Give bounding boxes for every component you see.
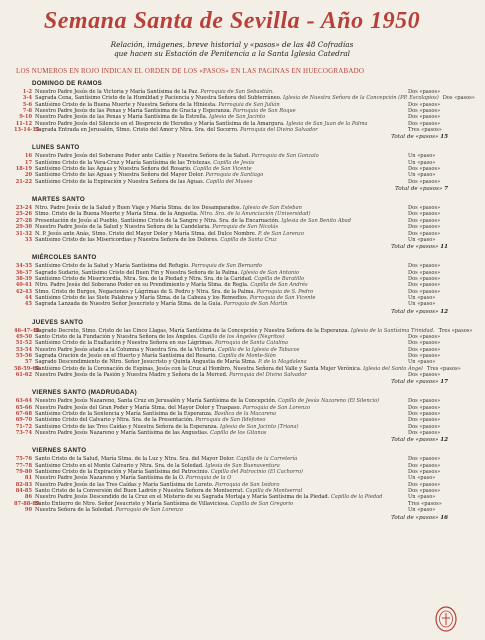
paso-count: Dos «pasos» [408, 275, 441, 282]
paso-count: Dos «pasos» [408, 178, 441, 185]
church-name: Capilla de la Piedad [330, 494, 383, 501]
paso-count: Dos «pasos» [408, 352, 441, 359]
church-name: Capilla del Museo [205, 178, 253, 185]
paso-count: Dos «pasos» [408, 430, 441, 437]
day-total-number: 12 [440, 308, 448, 315]
brotherhood-titles: Santísimo Cristo de las Tres Caídas y Nuestra Señora de la Esperanza. [35, 423, 219, 430]
church-name: Parroquia del Divino Salvador [240, 127, 318, 134]
brotherhood-titles: Santísimo Cristo de Misericordia, Ntra. Sra. de la Piedad y Ntra. Sra. de la Caridad. [35, 275, 253, 282]
paso-number: 38-39 [15, 275, 32, 282]
paso-count: Dos «pasos» [408, 372, 441, 378]
day-section [14, 447, 450, 521]
paso-count: Dos «pasos» [408, 205, 441, 212]
church-name: Capilla de los Gitanos [210, 430, 267, 437]
paso-number: 57 [24, 359, 32, 366]
brotherhood-titles: Nuestro Padre Jesús de las Penas y María Santísima de la Estrella. [35, 114, 208, 121]
brotherhood-titles: Ntro. Padre Jesús de la Salud y Buen Viaje y María Stma. de los Desamparados. [35, 205, 242, 212]
paso-count: Un «paso» [408, 494, 436, 501]
paso-number: 21-22 [15, 178, 32, 185]
brotherhood-titles: Nuestra Señora de la Soledad. [35, 507, 115, 514]
paso-number: 49-50 [15, 333, 32, 340]
church-name: Capilla de Monte-Sión [218, 352, 276, 359]
day-section [14, 144, 450, 193]
brotherhood-titles: Santísimo Cristo de la Buena Muerte y Nuestra Señora de la Hiniesta. [35, 101, 217, 108]
paso-count: Dos «pasos» [408, 288, 441, 295]
subtitle-line-2: que hacen su Estación de Penitencia a la Santa Iglesia Catedral [113, 49, 351, 58]
brotherhood-description [35, 237, 404, 243]
church-name: Capilla de la Carretería [236, 456, 298, 463]
paso-count: Dos «pasos» [408, 404, 441, 411]
paso-count: Dos «pasos» [408, 217, 441, 224]
church-name: Parroquia de San Isidoro [215, 481, 280, 488]
paso-number: 71-72 [15, 423, 32, 430]
church-name: Parroquia de San Martín [223, 301, 288, 308]
brotherhood-titles: Ntro. Padre Jesús del Soberano Poder en su Prendimiento y María Stma. de Regla. [35, 282, 249, 289]
day-heading: JUEVES SANTO [32, 318, 84, 326]
brotherhood-row [14, 127, 450, 133]
day-total [14, 186, 450, 193]
brotherhood-row [14, 179, 450, 185]
brotherhood-titles: Santo Cristo de la Salud, María Stma. de la Luz y Ntra. Sra. del Mayor Dolor. [35, 456, 235, 463]
paso-number: 5-6 [22, 101, 32, 108]
church-name: Parroquia de San Sebastián. [200, 89, 274, 95]
paso-number: 75-76 [15, 456, 32, 463]
paso-count: Tres «pasos» [408, 127, 442, 134]
church-name: Parroquia de San Ildefonso [195, 417, 266, 424]
paso-count: Tres «pasos» [408, 500, 442, 507]
church-name: Capilla del Patrocinio (El Cachorro) [210, 469, 303, 476]
paso-count: Dos «pasos» [408, 488, 441, 495]
paso-number: 63-64 [15, 398, 32, 405]
day-section [14, 254, 450, 315]
brotherhood-row [14, 237, 450, 243]
church-name: Iglesia de la Santísima Trinidad. [350, 327, 435, 334]
paso-count: Dos «pasos» [408, 462, 441, 469]
brotherhood-titles: Sagrada Oración de Jesús en el Huerto y María Santísima del Rosario. [35, 352, 217, 359]
paso-count: Dos «pasos» [408, 89, 441, 95]
brotherhood-description [35, 301, 404, 307]
paso-count: Tres «pasos» [426, 365, 461, 372]
paso-number: 11-12 [15, 120, 32, 127]
paso-number: 45 [24, 301, 32, 308]
day-heading: MARTES SANTO [32, 196, 85, 204]
church-name: Capilla de San Gregorio [231, 500, 294, 507]
church-name: Basílica de la Macarena [214, 411, 277, 418]
brotherhood-titles: Nuestro Padre Jesús Nazareno, Santa Cruz en Jerusalén y María Santísima de la Concepción. [35, 398, 277, 405]
church-name: Parroquia de San Gonzalo [251, 153, 319, 160]
brotherhood-titles: Santo Entierro de Ntro. Señor Jesucristo y María Santísima de Villaviciosa. [35, 500, 230, 507]
paso-number: 18-19 [15, 166, 32, 173]
seal-stamp-icon [435, 606, 457, 632]
brotherhood-titles: Nuestro Padre Jesús del Silencio en el Desprecio de Herodes y María Santísima de la Amargura. [35, 120, 285, 127]
paso-count: Dos «pasos» [408, 114, 441, 121]
church-name: Capilla de Jesús [213, 159, 255, 166]
church-name: Iglesia de San Benito Abad [281, 217, 352, 224]
brotherhood-titles: Nuestro Padre Jesús Descendido de la Cruz en el Misterio de su Sagrada Mortaja y María Santísima de la Piedad. [35, 494, 330, 501]
brotherhood-titles: Nuestro Padre Jesús del Gran Poder y María Stma. del Mayor Dolor y Traspaso. [35, 404, 242, 411]
church-name: Iglesia de San Jacinto (Triana) [219, 423, 299, 430]
day-heading: DOMINGO DE RAMOS [32, 80, 103, 87]
church-name: Iglesia de Nuestra Señora de la Concepción (PP. Escolapios) [283, 95, 439, 102]
brotherhood-titles: Nuestro Padre Jesús atado a la Columna y Nuestra Sra. de la Victoria. [35, 346, 217, 353]
day-total-number: 15 [440, 134, 448, 141]
paso-number: 69-70 [15, 417, 32, 424]
paso-count: Un «paso» [408, 159, 436, 166]
brotherhood-description [35, 430, 404, 436]
paso-count: Un «paso» [408, 507, 436, 514]
day-section [14, 389, 450, 444]
day-total [14, 379, 450, 386]
paso-number: 77-78 [15, 462, 32, 469]
paso-number: 13-14-15 [14, 127, 40, 134]
paso-count: Un «paso» [408, 475, 436, 482]
day-total-number: 12 [440, 437, 448, 444]
brotherhood-titles: Stmo. Cristo de la Buena Muerte y María Stma. de la Angustia. [35, 211, 199, 218]
paso-count: Un «paso» [408, 236, 436, 243]
paso-number: 51-52 [15, 340, 32, 347]
brotherhood-titles: Santísimo Cristo de las Aguas y Nuestra Señora del Mayor Dolor. [35, 172, 204, 179]
day-total-label: Total de «pasos» [394, 186, 443, 193]
paso-number: 20 [24, 172, 32, 179]
brotherhood-titles: Santísimo Cristo de las Aguas y Nuestra Señora del Rosario. [35, 166, 192, 173]
red-numbers-notice: LOS NUMEROS EN ROJO INDICAN EL ORDEN DE LOS «PASOS» EN LAS PAGINAS EN HUECOGRABADO [16, 67, 365, 75]
brotherhood-titles: Nuestro Padre Jesús de la Victoria y María Santísima de la Paz. [35, 89, 199, 95]
paso-number: 33 [24, 236, 32, 243]
paso-count: Tres «pasos» [438, 327, 473, 334]
brotherhood-titles: Santísimo Cristo de la Coronación de Espinas, Jesús con la Cruz al Hombro, Nuestra Señora del Valle y Santa Mujer Verónica. [35, 365, 362, 372]
paso-number: 1-2 [22, 89, 32, 95]
paso-count: Un «paso» [408, 153, 436, 160]
church-name: Capilla de Jesús Nazareno (El Silencio) [278, 398, 380, 405]
brotherhood-titles: Santísimo Cristo de la Vera-Cruz y María Santísima de las Tristezas. [35, 159, 212, 166]
paso-number: 36-37 [15, 269, 32, 276]
brotherhood-titles: Sagrado Decreto, Stmo. Cristo de las Cinco Llagas, María Santísima de la Concepción y Nuestra Señora de la Esperanza. [35, 327, 350, 334]
brotherhood-titles: Santísimo Cristo de las Misericordias y Nuestra Señora de los Dolores. [35, 236, 219, 243]
church-name: Capilla de San Vicente [193, 166, 252, 173]
brotherhood-titles: Nuestro Padre Jesús de la Pasión y Nuestra Madre y Señora de la Merced. [35, 372, 228, 378]
paso-number: 16 [24, 153, 32, 160]
brotherhood-titles: Nuestro Padre Jesús Nazareno y María Santísima de las Angustias. [35, 430, 209, 437]
brotherhood-row [14, 507, 450, 513]
day-total-number: 17 [440, 379, 448, 386]
paso-count: Dos «pasos» [408, 211, 441, 218]
paso-count: Dos «pasos» [408, 282, 441, 289]
brotherhood-titles: Sagrada Entrada en Jerusalén, Stmo. Cristo del Amor y Ntra. Sra. del Socorro. [35, 127, 239, 134]
brotherhood-titles: Nuestro Padre Jesús del Soberano Poder ante Caifás y Nuestra Señora de la Salud. [35, 153, 250, 160]
paso-count: Dos «pasos» [408, 456, 441, 463]
paso-count: Dos «pasos» [408, 398, 441, 405]
day-total-number: 16 [440, 514, 448, 521]
brotherhood-description [35, 372, 404, 378]
church-name: Iglesia de San Antonio [240, 269, 300, 276]
day-section [14, 80, 475, 141]
paso-number: 27-28 [15, 217, 32, 224]
church-name: Parroquia de San Nicolás [212, 224, 279, 231]
day-total [14, 134, 450, 141]
church-name: Parroquia de San Vicente [249, 294, 316, 301]
paso-count: Dos «pasos» [442, 95, 475, 102]
paso-number: 40-41 [15, 282, 32, 289]
church-name: Iglesia de San Juan de la Palma [286, 120, 368, 127]
day-heading: VIERNES SANTO [32, 447, 87, 455]
brotherhood-row [14, 372, 450, 378]
church-name: Parroquia de S. Pedro [256, 288, 314, 295]
paso-number: 84-85 [15, 488, 32, 495]
church-name: Capilla de Montserrat [245, 488, 303, 495]
brotherhood-titles: Presentación de Jesús al Pueblo, Santísimo Cristo de la Sangre y Ntra. Sra. de la Encarnación. [35, 217, 280, 224]
church-name: Parroquia del Divino Salvador [229, 372, 307, 378]
paso-count: Un «paso» [408, 301, 436, 308]
paso-number: 90 [24, 507, 32, 514]
paso-count: Dos «pasos» [408, 333, 441, 340]
church-name: Iglesia del Santo Ángel [363, 365, 423, 372]
day-total-number: 7 [444, 186, 448, 193]
brotherhood-titles: Santísimo Cristo de la Salud y María Santísima del Refugio. [35, 263, 190, 270]
church-name: Parroquia de Santa Catalina [214, 340, 288, 347]
brotherhood-titles: Nuestro Padre Jesús de las Tres Caídas y María Santísima de Loreto. [35, 481, 214, 488]
paso-number: 61-62 [15, 372, 32, 378]
paso-count: Dos «pasos» [408, 166, 441, 173]
day-heading: MIÉRCOLES SANTO [32, 254, 97, 262]
day-total-label: Total de «pasos» [391, 308, 439, 315]
brotherhood-titles: Santísimo Cristo de la Sentencia y María Santísima de la Esperanza. [35, 411, 213, 418]
day-total [14, 437, 450, 444]
church-name: Capilla de San Andrés [250, 282, 308, 289]
paso-count: Dos «pasos» [408, 120, 441, 127]
paso-number: 82-83 [15, 481, 32, 488]
church-name: Iglesia de San Esteban [242, 205, 302, 212]
days-list [14, 80, 475, 522]
brotherhood-titles: Sagrada Lanzada de Nuestro Señor Jesucristo y María Stma. de la Guía. [35, 301, 222, 308]
brotherhood-titles: Santísimo Cristo de las Siete Palabras y María Stma. de la Cabeza y los Remedios. [35, 294, 249, 301]
day-total [14, 244, 450, 251]
brotherhood-row [14, 430, 450, 436]
paso-number: 44 [24, 294, 32, 301]
paso-number: 73-74 [15, 430, 32, 437]
church-name: Parroquia de San Lorenzo [115, 507, 183, 514]
day-heading: VIERNES SANTO (MADRUGADA) [32, 389, 138, 397]
brotherhood-titles: Sagrado Sudario, Santísimo Cristo del Buen Fin y Nuestra Señora de la Palma. [35, 269, 240, 276]
paso-number: 34-35 [15, 263, 32, 270]
church-name: Capilla de Santa Cruz [220, 236, 277, 243]
brotherhood-row [14, 301, 450, 307]
brotherhood-description [35, 179, 404, 185]
brotherhood-titles: Stmo. Cristo de Burgos, Negaciones y Lágrimas de S. Pedro y Ntra. Sra. de la Palma. [35, 288, 256, 295]
church-name: Parroquia de San Bernardo [191, 263, 262, 270]
paso-count: Dos «pasos» [408, 230, 441, 237]
day-heading: LUNES SANTO [32, 144, 80, 152]
church-name: Capilla de la Iglesia de Tabacos [217, 346, 300, 353]
church-name: Ntra. Sra. de la Anunciación (Universidad) [200, 211, 311, 218]
church-name: Capilla de los Ángeles (Negritos) [199, 333, 285, 340]
subtitle [14, 40, 450, 58]
church-name: P. de San Lorenzo [258, 230, 304, 237]
paso-count: Dos «pasos» [408, 423, 441, 430]
paso-count: Dos «pasos» [408, 481, 441, 488]
brotherhood-titles: Nuestro Padre Jesús de la Salud y Nuestra Señora de la Candelaria. [35, 224, 211, 231]
day-section [14, 196, 450, 251]
paso-count: Dos «pasos» [408, 417, 441, 424]
brotherhood-titles: Santísimo Cristo del Calvario y Ntra. Sra. de la Presentación. [35, 417, 194, 424]
day-total-label: Total de «pasos» [391, 244, 439, 251]
paso-number: 53-54 [15, 346, 32, 353]
paso-number: 7-8 [22, 108, 32, 115]
program-page [14, 6, 475, 522]
church-name: Capilla de Baratillo [254, 275, 305, 282]
paso-number: 55-56 [15, 352, 32, 359]
day-section [14, 318, 473, 387]
paso-count: Un «paso» [408, 172, 436, 179]
day-total [14, 309, 450, 316]
day-total-label: Total de «pasos» [391, 379, 439, 386]
paso-count: Dos «pasos» [408, 411, 441, 418]
church-name: Parroquia de San Lorenzo [242, 404, 311, 411]
paso-number: 46-47-48 [14, 327, 40, 334]
paso-count: Dos «pasos» [408, 101, 441, 108]
paso-number: 58-59-60 [14, 365, 40, 372]
brotherhood-titles: Santísimo Cristo de la Exaltación y Nuestra Señora en sus Lágrimas. [35, 340, 214, 347]
paso-number: 87-88-89 [14, 500, 40, 507]
paso-number: 65-66 [15, 404, 32, 411]
paso-number: 3-4 [22, 95, 32, 102]
brotherhood-titles: Nuestro Padre Jesús de las Penas y María Santísima de Gracia y Esperanza. [35, 108, 232, 115]
brotherhood-titles: N. P. Jesús ante Anás, Stmo. Cristo del Mayor Dolor y María Stma. del Dulce Nombre. [35, 230, 257, 237]
day-total [14, 515, 450, 522]
paso-count: Un «paso» [408, 359, 436, 366]
paso-count: Dos «pasos» [408, 269, 441, 276]
day-total-label: Total de «pasos» [391, 514, 439, 521]
church-name: Parroquia de San Roque [232, 108, 296, 115]
church-name: P. de la Magdalena [258, 359, 307, 366]
brotherhood-titles: Sagrada Cena, Santísimo Cristo de la Humildad y Paciencia y Nuestra Señora del Subterráneo. [35, 95, 282, 102]
paso-count: Dos «pasos» [408, 224, 441, 231]
brotherhood-titles: Santo Cristo de la Conversión del Buen Ladrón y Nuestra Señora de Montserrat. [35, 488, 245, 495]
brotherhood-titles: Santísimo Cristo en el Monte Calvario y Ntra. Sra. de la Soledad. [35, 462, 204, 469]
paso-number: 9-10 [19, 114, 32, 121]
paso-number: 31-32 [15, 230, 32, 237]
paso-number: 79-80 [15, 469, 32, 476]
church-name: Parroquia de Santiago [205, 172, 264, 179]
day-total-number: 11 [440, 244, 448, 251]
brotherhood-description [35, 127, 404, 133]
paso-count: Dos «pasos» [408, 346, 441, 353]
paso-number: 17 [24, 159, 32, 166]
paso-count: Dos «pasos» [408, 108, 441, 115]
paso-number: 86 [24, 494, 32, 501]
paso-number: 42-43 [15, 288, 32, 295]
day-total-label: Total de «pasos» [391, 437, 439, 444]
paso-number: 23-24 [15, 205, 32, 212]
paso-number: 25-26 [15, 211, 32, 218]
church-name: Parroquia de San Julián [218, 101, 280, 108]
church-name: Parroquia de la O [185, 475, 232, 482]
church-name: Iglesia de San Jacinto [209, 114, 266, 121]
brotherhood-titles: Santo Cristo de la Fundación y Nuestra Señora de los Ángeles. [35, 333, 198, 340]
day-total-label: Total de «pasos» [391, 134, 439, 141]
paso-number: 29-30 [15, 224, 32, 231]
brotherhood-titles: Santísimo Cristo de la Expiración y Nuestra Señora de las Aguas. [35, 178, 205, 185]
brotherhood-description [35, 507, 404, 513]
paso-count: Dos «pasos» [408, 469, 441, 476]
brotherhood-titles: Santísimo Cristo de la Expiración y María Santísima del Patrocinio. [35, 469, 210, 476]
brotherhood-titles: Sagrado Descendimiento de Ntro. Señor Jesucristo y Quinta Angustia de María Stma. [35, 359, 257, 366]
church-name: Iglesia de San Buenaventura [205, 462, 280, 469]
paso-count: Un «paso» [408, 294, 436, 301]
paso-number: 81 [24, 475, 32, 482]
paso-count: Dos «pasos» [408, 340, 441, 347]
page-title: Semana Santa de Sevilla - Año 1950 [43, 8, 421, 34]
paso-number: 67-68 [15, 411, 32, 418]
paso-count: Dos «pasos» [408, 263, 441, 270]
brotherhood-titles: Nuestro Padre Jesús Nazareno y María Santísima de la O. [35, 475, 185, 482]
subtitle-line-1: Relación, imágenes, breve historial y «pasos» de las 48 Cofradías [110, 40, 354, 49]
